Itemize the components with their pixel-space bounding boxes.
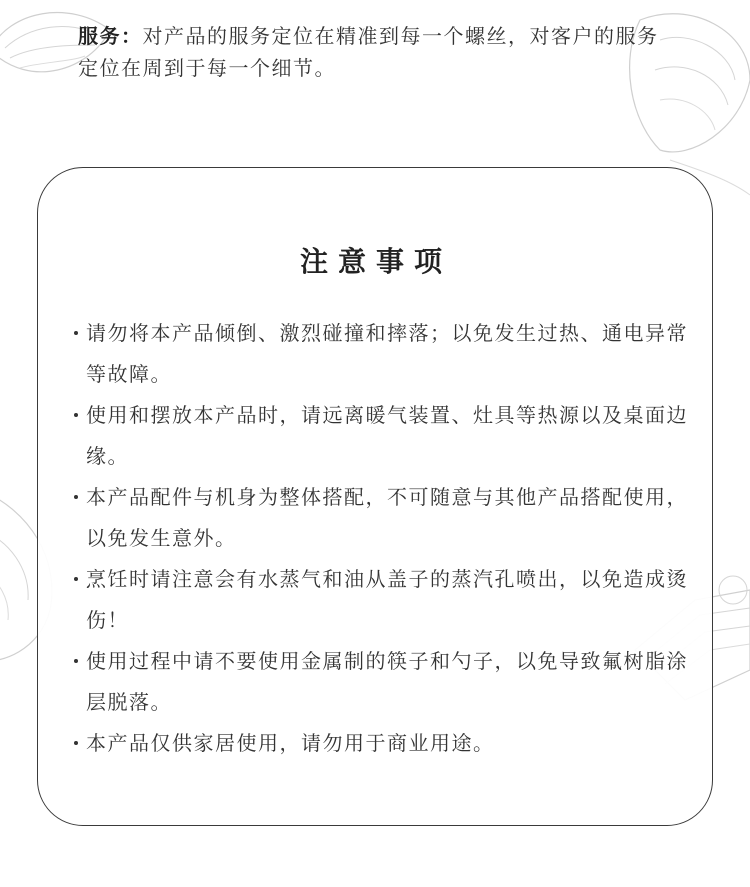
notice-item-text: 烹饪时请注意会有水蒸气和油从盖子的蒸汽孔喷出，以免造成烫伤！ xyxy=(86,567,688,632)
notice-title: 注意事项 xyxy=(299,245,452,278)
bullet-dot-icon xyxy=(74,495,78,499)
notice-item xyxy=(74,313,694,395)
service-label: 服务： xyxy=(78,24,143,48)
notice-item xyxy=(74,641,694,723)
notice-item-text: 使用过程中请不要使用金属制的筷子和勺子，以免导致氟树脂涂层脱落。 xyxy=(86,649,688,714)
notice-item-text: 本产品仅供家居使用，请勿用于商业用途。 xyxy=(86,731,495,755)
bullet-dot-icon xyxy=(74,741,78,745)
notice-item xyxy=(74,477,694,559)
bullet-dot-icon xyxy=(74,331,78,335)
notice-item-text: 使用和摆放本产品时，请远离暖气装置、灶具等热源以及桌面边缘。 xyxy=(86,403,688,468)
bullet-dot-icon xyxy=(74,577,78,581)
bullet-dot-icon xyxy=(74,659,78,663)
service-statement xyxy=(78,20,678,84)
notice-list xyxy=(74,313,694,764)
notice-item xyxy=(74,395,694,477)
notice-item xyxy=(74,559,694,641)
notice-item-text: 请勿将本产品倾倒、激烈碰撞和摔落；以免发生过热、通电异常等故障。 xyxy=(86,321,688,386)
bullet-dot-icon xyxy=(74,413,78,417)
service-text: 对产品的服务定位在精准到每一个螺丝，对客户的服务定位在周到于每一个细节。 xyxy=(78,24,659,80)
notice-item-text: 本产品配件与机身为整体搭配，不可随意与其他产品搭配使用，以免发生意外。 xyxy=(86,485,688,550)
notice-card xyxy=(37,167,713,826)
notice-item xyxy=(74,723,694,764)
